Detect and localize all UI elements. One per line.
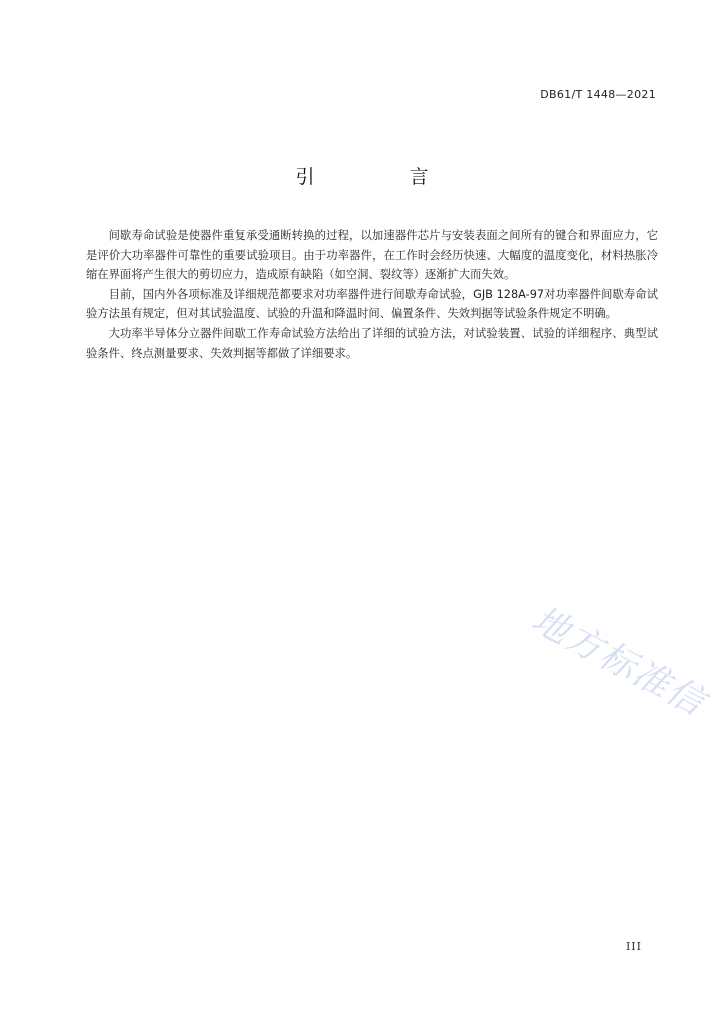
paragraph-2: 目前，国内外各项标准及详细规范都要求对功率器件进行间歇寿命试验，GJB 128A-97对功率器件间歇寿命试验方法虽有规定，但对其试验温度、试验的升温和降温时间、偏置条件、失效判据等试验条件规定不明确。 [86, 287, 658, 321]
paragraph-3: 大功率半导体分立器件间歇工作寿命试验方法给出了详细的试验方法，对试验装置、试验的详细程序、典型试验条件、终点测量要求、失效判据等都做了详细要求。 [86, 326, 658, 360]
paragraph-1: 间歇寿命试验是使器件重复承受通断转换的过程，以加速器件芯片与安装表面之间所有的键合和界面应力，它是评价大功率器件可靠性的重要试验项目。由于功率器件，在工作时会经历快速、大幅度的温度变化，材料热胀冷缩在界面将产生很大的剪切应力，造成原有缺陷（如空洞、裂纹等）逐渐扩大而失效。 [86, 229, 658, 282]
standard-code: DB61/T 1448—2021 [540, 88, 656, 101]
page-title: 引 言 [295, 166, 467, 188]
body-text [86, 226, 658, 363]
page-number: III [625, 940, 642, 953]
watermark: 地方标准信 [524, 599, 713, 725]
